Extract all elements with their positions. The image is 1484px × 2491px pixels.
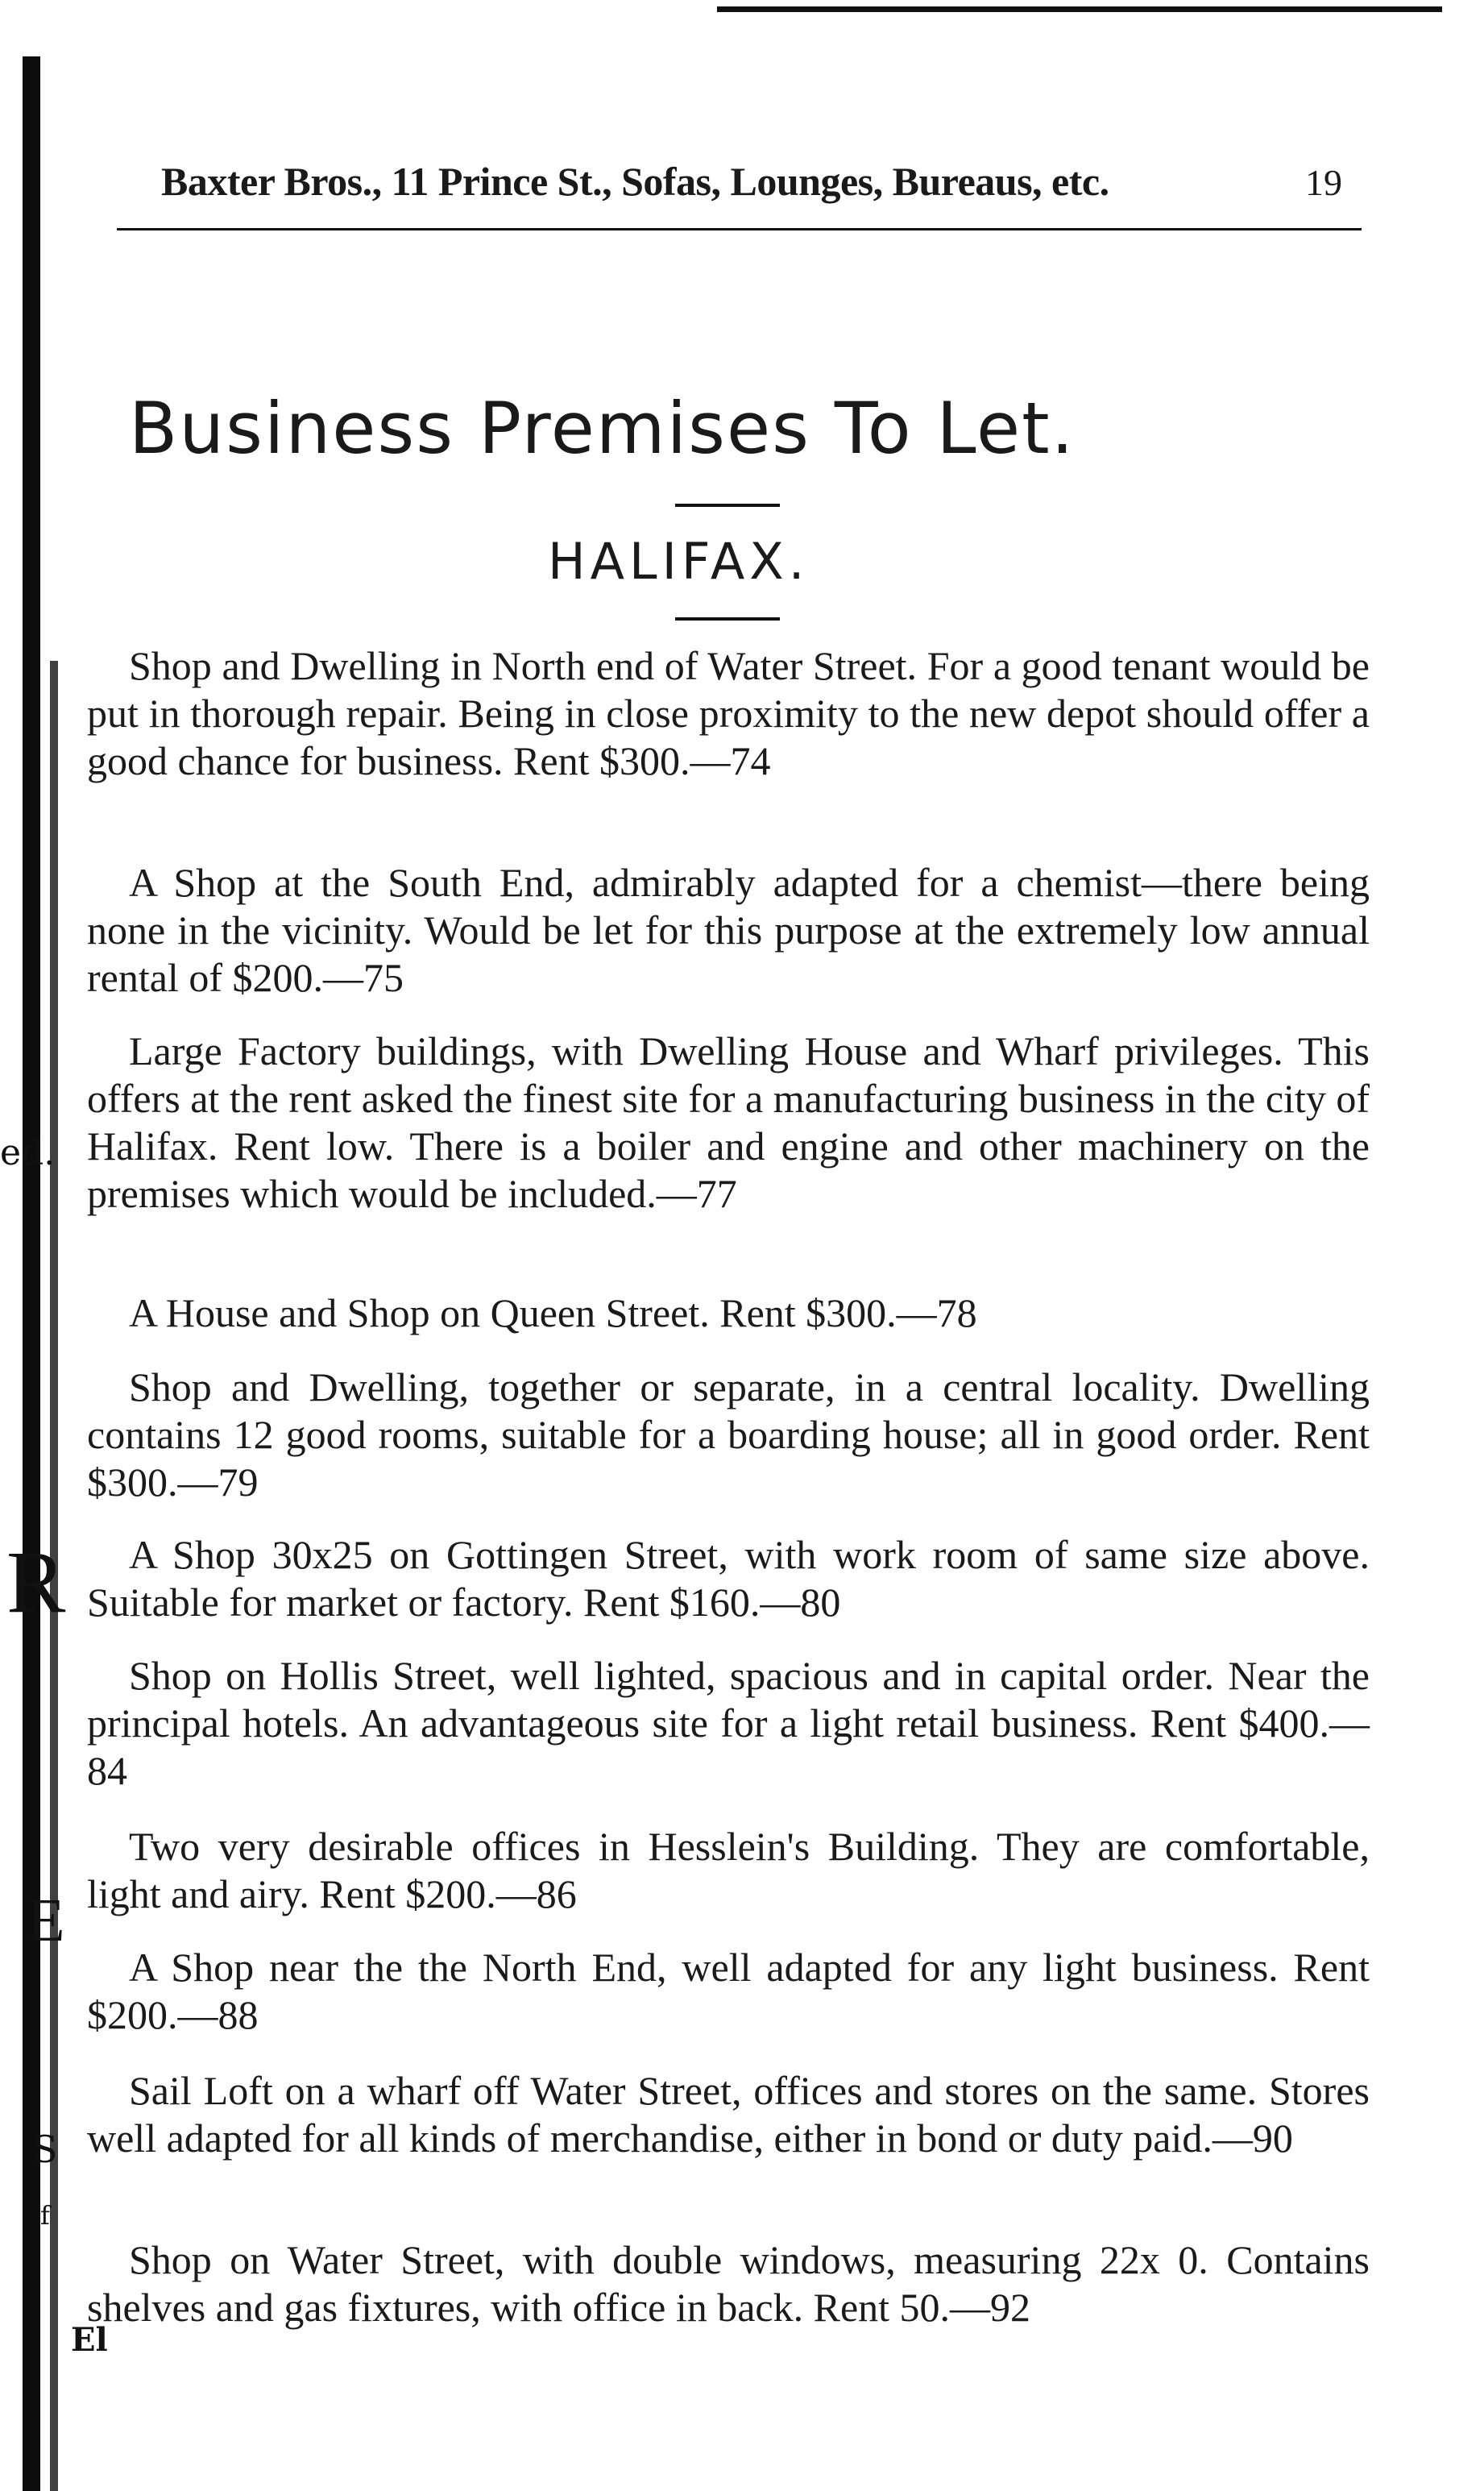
listing-77: Large Factory buildings, with Dwelling House and Wharf privileges. This offers at the rent asked the finest site for a manufacturing business in the city of Halifax. Rent low. There is a boiler and engine and other machinery on the premises which would be included.—77 — [87, 1028, 1370, 1216]
listing-86: Two very desirable offices in Hesslein's Building. They are comfortable, light and airy. Rent $200.—86 — [87, 1824, 1370, 1916]
page-number: 19 — [1305, 162, 1342, 203]
listing-78: A House and Shop on Queen Street. Rent $300.—78 — [129, 1290, 977, 1335]
section-heading: HALIFAX. — [548, 532, 810, 591]
scan-top-rule — [717, 6, 1442, 12]
binding-shadow — [23, 56, 40, 2491]
listing-75: A Shop at the South End, admirably adapted for a chemist—there being none in the vicinity. Would be let for this purpose at the extremely low annual rental of $200.—75 — [87, 860, 1370, 1000]
listing-84: Shop on Hollis Street, well lighted, spacious and in capital order. Near the principal hotels. An advantageous site for a light retail business. Rent $400.—84 — [87, 1653, 1370, 1793]
listing-90: Sail Loft on a wharf off Water Street, offices and stores on the same. Stores well adapted for all kinds of merchandise, either in bond or duty paid.—90 — [87, 2068, 1370, 2161]
listing-88: A Shop near the the North End, well adapted for any light business. Rent $200.—88 — [87, 1945, 1370, 2037]
margin-fragment: f — [40, 2200, 50, 2231]
margin-fragment: E — [27, 1887, 65, 1954]
title-rule — [675, 504, 780, 507]
running-head: Baxter Bros., 11 Prince St., Sofas, Lounges, Bureaus, etc. — [161, 159, 1109, 204]
listing-79: Shop and Dwelling, together or separate, in a central locality. Dwelling contains 12 good rooms, suitable for a boarding house; all in good order. Rent $300.—79 — [87, 1364, 1370, 1505]
margin-fragment: ed. — [0, 1132, 56, 1173]
section-rule — [675, 617, 780, 621]
listing-80: A Shop 30x25 on Gottingen Street, with work room of same size above. Suitable for market or factory. Rent $160.—80 — [87, 1532, 1370, 1625]
margin-fragment: El — [71, 2321, 108, 2359]
header-rule — [117, 228, 1362, 230]
margin-fragment: R — [6, 1533, 66, 1631]
page-title: Business Premises To Let. — [129, 387, 1076, 470]
margin-fragment: S — [32, 2128, 58, 2171]
listing-92: Shop on Water Street, with double windows, measuring 22x 0. Contains shelves and gas fixtures, with office in back. Rent 50.—92 — [87, 2237, 1370, 2330]
listing-74: Shop and Dwelling in North end of Water Street. For a good tenant would be put in thorough repair. Being in close proximity to the new depot should offer a good chance for business. Rent $300.—74 — [87, 643, 1370, 783]
